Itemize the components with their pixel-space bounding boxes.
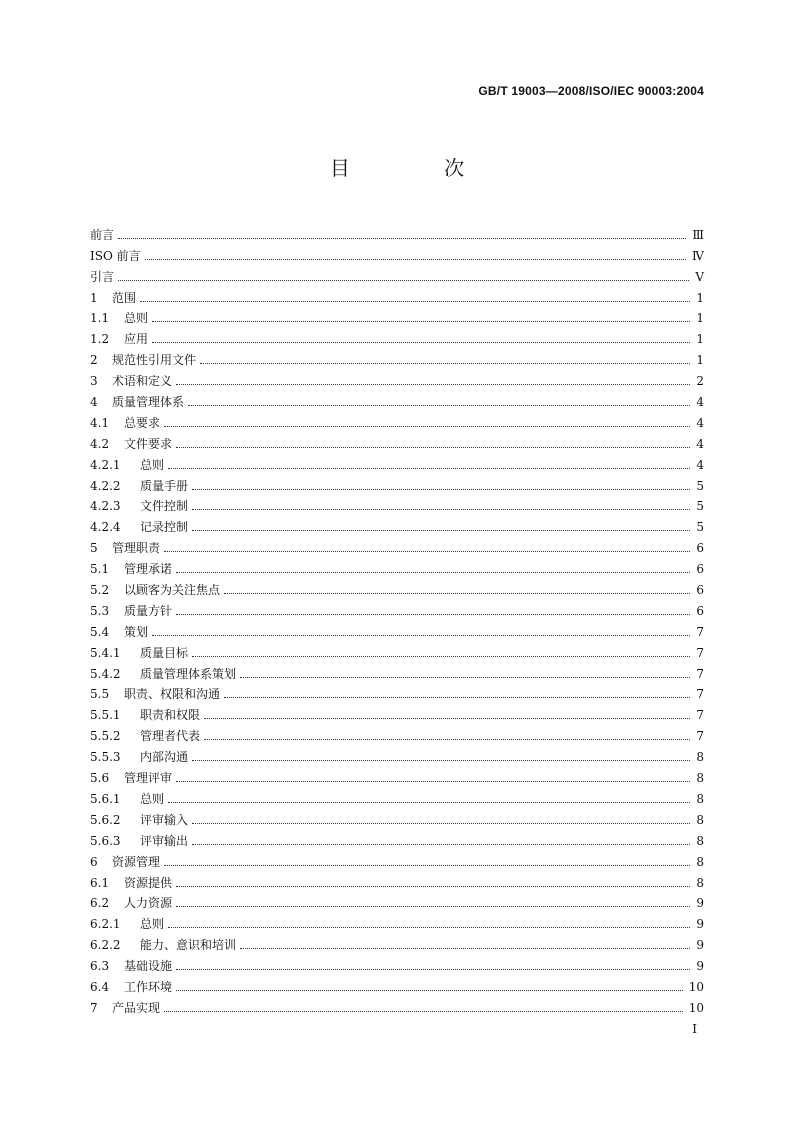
toc-entry-title: 总则 (140, 791, 165, 806)
toc-entry-page: 6 (696, 583, 704, 598)
toc-entry-page: 1 (696, 332, 704, 347)
toc-entry[interactable] (90, 890, 704, 911)
toc-entry[interactable] (90, 639, 704, 660)
toc-entry[interactable] (90, 743, 704, 764)
dot-leader (168, 802, 690, 803)
dot-leader (176, 384, 690, 385)
toc-entry-page: Ⅳ (692, 248, 704, 263)
page-title: 目 次 (329, 156, 509, 180)
toc-entry-number: 6.4 (90, 979, 110, 994)
toc-entry-page: 8 (696, 812, 704, 827)
toc-entry-number: 5.6.1 (90, 791, 121, 806)
toc-entry-title: 评审输入 (140, 812, 189, 827)
toc-entry-number: 6.2 (90, 896, 110, 911)
toc-entry-page: 4 (696, 415, 704, 430)
toc-entry[interactable] (90, 305, 704, 326)
toc-entry[interactable] (90, 430, 704, 451)
dot-leader (152, 342, 690, 343)
toc-entry[interactable] (90, 555, 704, 576)
toc-entry[interactable] (90, 242, 704, 263)
toc-entry-title: 管理评审 (124, 771, 173, 786)
dot-leader (192, 656, 690, 657)
toc-entry-number: 4.2.4 (90, 520, 121, 535)
toc-entry-number: 5.5.3 (90, 750, 121, 765)
toc-entry[interactable] (90, 681, 704, 702)
toc-entry-number: 5.1 (90, 562, 110, 577)
toc-entry-number: 5.3 (90, 603, 110, 618)
toc-entry-number: 5.4.2 (90, 666, 121, 681)
toc-entry-title: 质量手册 (140, 478, 189, 493)
toc-entry-number: 4.2.1 (90, 457, 121, 472)
dot-leader (240, 948, 690, 949)
dot-leader (176, 990, 683, 991)
toc-entry-page: 8 (696, 875, 704, 890)
toc-entry-number: 1.1 (90, 311, 110, 326)
toc-entry-number: 1.2 (90, 332, 110, 347)
dot-leader (164, 865, 690, 866)
toc-entry-page: 6 (696, 603, 704, 618)
dot-leader (188, 405, 690, 406)
dot-leader (192, 760, 690, 761)
toc-entry[interactable] (90, 346, 704, 367)
dot-leader (240, 677, 690, 678)
toc-entry-title: 范围 (112, 290, 137, 305)
dot-leader (200, 363, 690, 364)
toc-entry-number: 5.6.3 (90, 833, 121, 848)
dot-leader (145, 259, 686, 260)
toc-entry-title: 资源提供 (124, 875, 173, 890)
toc-entry-title: 管理承诺 (124, 562, 173, 577)
dot-leader (164, 551, 690, 552)
toc-entry-title: 文件要求 (124, 436, 173, 451)
toc-entry[interactable] (90, 973, 704, 994)
toc-entry[interactable] (90, 534, 704, 555)
toc-entry[interactable] (90, 221, 704, 242)
toc-entry[interactable] (90, 701, 704, 722)
toc-entry-page: 8 (696, 791, 704, 806)
toc-entry-title: 评审输出 (140, 833, 189, 848)
toc-entry-title: 前言 (90, 227, 115, 242)
dot-leader (152, 321, 690, 322)
toc-entry[interactable] (90, 931, 704, 952)
toc-entry-number: 6 (90, 854, 98, 869)
toc-entry-title: 质量方针 (124, 603, 173, 618)
toc-entry-number: 3 (90, 374, 98, 389)
toc-entry-number: 5.4.1 (90, 645, 121, 660)
dot-leader (118, 280, 689, 281)
dot-leader (168, 468, 690, 469)
toc-entry-number: 5.2 (90, 583, 110, 598)
dot-leader (164, 426, 690, 427)
toc-entry-page: 10 (688, 979, 704, 994)
toc-entry-title: 总则 (124, 311, 149, 326)
toc-entry-number: 5.5 (90, 687, 110, 702)
toc-entry-title: 总则 (140, 457, 165, 472)
dot-leader (118, 238, 686, 239)
toc-entry-number: 4.2 (90, 436, 110, 451)
toc-entry[interactable] (90, 660, 704, 681)
toc-entry-title: 能力、意识和培训 (140, 938, 237, 953)
toc-entry[interactable] (90, 848, 704, 869)
toc-entry-page: 7 (696, 687, 704, 702)
dot-leader (224, 697, 690, 698)
toc-entry-page: 4 (696, 395, 704, 410)
toc-entry-page: 7 (696, 666, 704, 681)
toc-entry[interactable] (90, 263, 704, 284)
toc-entry[interactable] (90, 764, 704, 785)
toc-entry[interactable] (90, 409, 704, 430)
dot-leader (192, 489, 690, 490)
toc-entry-page: 1 (696, 290, 704, 305)
toc-entry-number: 5.6 (90, 771, 110, 786)
toc-entry-page: 5 (696, 499, 704, 514)
toc-entry[interactable] (90, 513, 704, 534)
toc-entry-number: 5.4 (90, 624, 110, 639)
dot-leader (192, 530, 690, 531)
toc-entry-title: 记录控制 (140, 520, 189, 535)
dot-leader (176, 886, 690, 887)
toc-entry-title: 管理职责 (112, 541, 161, 556)
toc-entry-title: 引言 (90, 269, 115, 284)
toc-entry-page: 10 (688, 1000, 704, 1015)
dot-leader (152, 635, 690, 636)
toc-entry-title: 基础设施 (124, 959, 173, 974)
dot-leader (176, 781, 690, 782)
toc-entry[interactable] (90, 472, 704, 493)
toc-entry-page: 9 (696, 959, 704, 974)
dot-leader (204, 718, 690, 719)
toc-entry-title: 以顾客为关注焦点 (124, 583, 221, 598)
toc-entry-page: 7 (696, 708, 704, 723)
toc-entry-number: 7 (90, 1000, 98, 1015)
toc-entry-page: 6 (696, 541, 704, 556)
toc-entry-page: 8 (696, 771, 704, 786)
toc-entry-page: 4 (696, 457, 704, 472)
toc-entry-title: 管理者代表 (140, 729, 201, 744)
toc-entry[interactable] (90, 869, 704, 890)
toc-entry-title: 规范性引用文件 (112, 353, 197, 368)
dot-leader (204, 739, 690, 740)
toc-entry-title: 职责和权限 (140, 708, 201, 723)
toc-entry-number: 6.2.1 (90, 917, 121, 932)
toc-entry-title: 质量管理体系 (112, 395, 185, 410)
dot-leader (168, 927, 690, 928)
toc-entry[interactable] (90, 493, 704, 514)
toc-entry-page: 8 (696, 750, 704, 765)
toc-entry-page: 5 (696, 478, 704, 493)
toc-entry-number: 1 (90, 290, 98, 305)
toc-entry-number: 4 (90, 395, 98, 410)
toc-entry-title: 工作环境 (124, 979, 173, 994)
toc-entry-number: 6.1 (90, 875, 110, 890)
toc-entry-title: 内部沟通 (140, 750, 189, 765)
toc-entry-title: 质量管理体系策划 (140, 666, 237, 681)
toc-entry-number: 5.6.2 (90, 812, 121, 827)
toc-entry[interactable] (90, 451, 704, 472)
standard-number: GB/T 19003—2008/ISO/IEC 90003:2004 (478, 84, 704, 98)
toc-entry-page: 6 (696, 562, 704, 577)
toc-entry-number: 4.2.3 (90, 499, 121, 514)
toc-entry[interactable] (90, 284, 704, 305)
toc-entry-page: 8 (696, 833, 704, 848)
toc-entry[interactable] (90, 576, 704, 597)
toc-entry-page: 1 (696, 311, 704, 326)
toc-entry-page: 9 (696, 938, 704, 953)
toc-entry[interactable] (90, 785, 704, 806)
toc-entry-number: 5 (90, 541, 98, 556)
toc-entry-page: Ⅴ (695, 269, 704, 284)
toc-entry[interactable] (90, 722, 704, 743)
toc-entry-number: 4.1 (90, 415, 110, 430)
dot-leader (176, 572, 690, 573)
toc-entry-page: 8 (696, 854, 704, 869)
toc-entry-page: 1 (696, 353, 704, 368)
toc-entry-page: 7 (696, 645, 704, 660)
toc-entry-number: 5.5.1 (90, 708, 121, 723)
toc-entry[interactable] (90, 952, 704, 973)
toc-entry-number: 5.5.2 (90, 729, 121, 744)
toc-entry-title: ISO 前言 (90, 248, 141, 263)
toc-entry-title: 资源管理 (112, 854, 161, 869)
toc-entry[interactable] (90, 367, 704, 388)
toc-entry[interactable] (90, 597, 704, 618)
toc-entry[interactable] (90, 827, 704, 848)
toc-entry-number: 6.2.2 (90, 938, 121, 953)
toc-entry-title: 职责、权限和沟通 (124, 687, 221, 702)
toc-entry[interactable] (90, 994, 704, 1015)
dot-leader (176, 447, 690, 448)
toc-entry-number: 2 (90, 353, 98, 368)
toc-entry[interactable] (90, 806, 704, 827)
toc-entry-title: 策划 (124, 624, 149, 639)
toc-entry-title: 质量目标 (140, 645, 189, 660)
dot-leader (192, 823, 690, 824)
dot-leader (176, 614, 690, 615)
toc-entry-number: 4.2.2 (90, 478, 121, 493)
toc-entry-title: 产品实现 (112, 1000, 161, 1015)
dot-leader (176, 969, 690, 970)
toc-entry-title: 应用 (124, 332, 149, 347)
table-of-contents (90, 221, 704, 1015)
toc-entry-title: 术语和定义 (112, 374, 173, 389)
toc-entry-page: 7 (696, 729, 704, 744)
dot-leader (192, 509, 690, 510)
toc-entry-page: 9 (696, 917, 704, 932)
toc-entry-title: 总要求 (124, 415, 161, 430)
dot-leader (192, 844, 690, 845)
toc-entry-page: 2 (696, 374, 704, 389)
toc-entry[interactable] (90, 388, 704, 409)
toc-entry-page: Ⅲ (692, 227, 704, 242)
dot-leader (224, 593, 690, 594)
dot-leader (164, 1011, 683, 1012)
toc-entry[interactable] (90, 325, 704, 346)
dot-leader (140, 301, 690, 302)
toc-entry-title: 人力资源 (124, 896, 173, 911)
toc-entry[interactable] (90, 618, 704, 639)
toc-entry[interactable] (90, 910, 704, 931)
toc-entry-title: 文件控制 (140, 499, 189, 514)
toc-entry-title: 总则 (140, 917, 165, 932)
toc-entry-page: 4 (696, 436, 704, 451)
page-number: I (692, 1022, 697, 1036)
toc-entry-page: 9 (696, 896, 704, 911)
dot-leader (176, 906, 690, 907)
toc-entry-page: 5 (696, 520, 704, 535)
toc-entry-page: 7 (696, 624, 704, 639)
toc-entry-number: 6.3 (90, 959, 110, 974)
